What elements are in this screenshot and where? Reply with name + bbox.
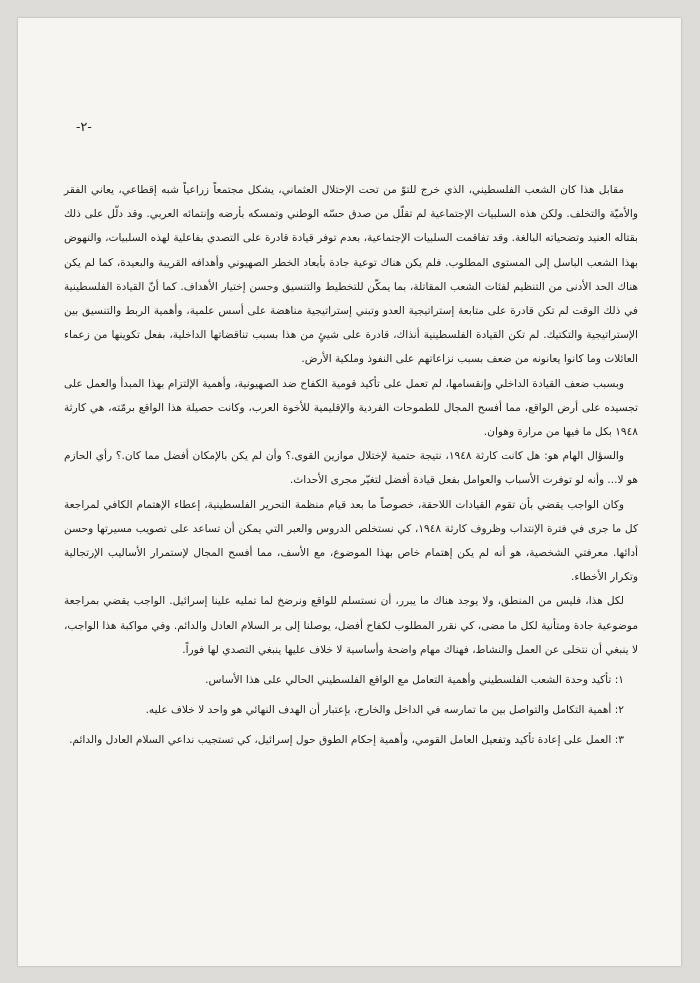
paragraph: وكان الواجب يقضي بأن تقوم القيادات اللاحقة، خصوصاً ما بعد قيام منظمة التحرير الفلسطينية، إعطاء الإهتمام الكافي لمراجعة كل ما جرى في فترة الإنتداب وظروف كارثة ١٩٤٨، كي نستخلص الدروس والعبر التي يمكن أن تساعد على تصويب مسيرتها وحسن أدائها. معرفتي الشخصية، هو أنه لم يكن إهتمام خاص بهذا الموضوع، مع الأسف، مما أفسح المجال لإستمرار الأساليب الإرتجالية وتكرار الأخطاء. bbox=[64, 498, 638, 584]
document-page bbox=[18, 18, 681, 966]
paragraph: وبسبب ضعف القيادة الداخلي وإنقسامها، لم تعمل على تأكيد قومية الكفاح ضد الصهيونية، وأهمية الإلتزام بهذا المبدأ والعمل على تجسيده على أرض الواقع، مما أفسح المجال للطموحات الفردية والإقليمية للأخوة العرب، وكانت حصيلة هذا الواقع برمّته، هي كارثة ١٩٤٨ بكل ما فيها من مرارة وهوان. bbox=[64, 377, 638, 439]
paragraph: مقابل هذا كان الشعب الفلسطيني، الذي خرج للتوّ من تحت الإحتلال العثماني، يشكل مجتمعاً زراعياً شبه إقطاعي، يعاني الفقر والأميّة والتخلف. ولكن هذه السلبيات الإجتماعية لم تقلّل من صدق حسّه الوطني وتمسكه بأرضه وإنتمائه العربي. وقد دلّل على ذلك بقتاله العنيد وتضحياته البالغة. وقد تفاقمت السلبيات الإجتماعية، بعدم توفر قيادة قادرة على التصدي بفاعلية لهذه السلبيات، والنهوض بهذا الشعب الباسل إلى المستوى المطلوب. فلم يكن هناك توعية جادة بأبعاد الخطر الصهيوني وأهدافه القريبة والبعيدة، كما لم يكن هناك الحد الأدنى من التنظيم لفئات الشعب المقاتلة، بما يمكّن للتخطيط والتنسيق وحسن إختيار الأهداف. كما أنّ القيادة الفلسطينية في ذلك الوقت لم تكن قادرة على متابعة إستراتيجية العدو وتبني إستراتيجية مناهضة على أسس علمية، وأهمية الربط والتنسيق بين الإستراتيجية والتكتيك. لم تكن القيادة الفلسطينية أنذاك، قادرة على شيئٍ من هذا بسبب تناقضاتها الداخلية، بفعل تكوينها من زعماء العائلات وما كانوا يعانونه من ضعف بسبب نزاعاتهم على النفوذ وملكية الأرض. bbox=[64, 184, 638, 366]
document-body bbox=[64, 178, 638, 753]
page-number: -٢- bbox=[76, 120, 92, 135]
list-item: ٢: أهمية التكامل والتواصل بين ما تمارسه في الداخل والخارج، بإعتبار أن الهدف النهائي هو واحد لا خلاف عليه. bbox=[145, 704, 624, 717]
list-item: ١: تأكيد وحدة الشعب الفلسطيني وأهمية التعامل مع الواقع الفلسطيني الحالي على هذا الأساس. bbox=[205, 674, 624, 687]
paragraph: والسؤال الهام هو: هل كانت كارثة ١٩٤٨، نتيجة حتمية لإختلال موازين القوى.؟ وأن لم يكن بالإمكان أفضل مما كان.؟ رأي الحازم هو لا... وأنه لو توفرت الأسباب والعوامل بفعل قيادة أفضل لتغيّر مجرى الأحداث. bbox=[64, 450, 638, 487]
list-item: ٣: العمل على إعادة تأكيد وتفعيل العامل القومي، وأهمية إحكام الطوق حول إسرائيل، كي تستجيب نداعي السلام العادل والدائم. bbox=[69, 734, 624, 747]
paragraph: لكل هذا، فليس من المنطق، ولا يوجد هناك ما يبرر، أن نستسلم للواقع ونرضخ لما تمليه علينا إسرائيل. الواجب يقضي بمراجعة موضوعية جادة ومتأنية لكل ما مضى، كي نقرر المطلوب لكفاح أفضل، يوصلنا إلى بر السلام العادل والدائم. وفي مواكبة هذا الواجب، لا ينبغي أن نتخلى عن العمل والنشاط، فهناك مهام واضحة وأساسية لا خلاف عليها ينبغي التصدي لها فوراً. bbox=[64, 595, 638, 656]
